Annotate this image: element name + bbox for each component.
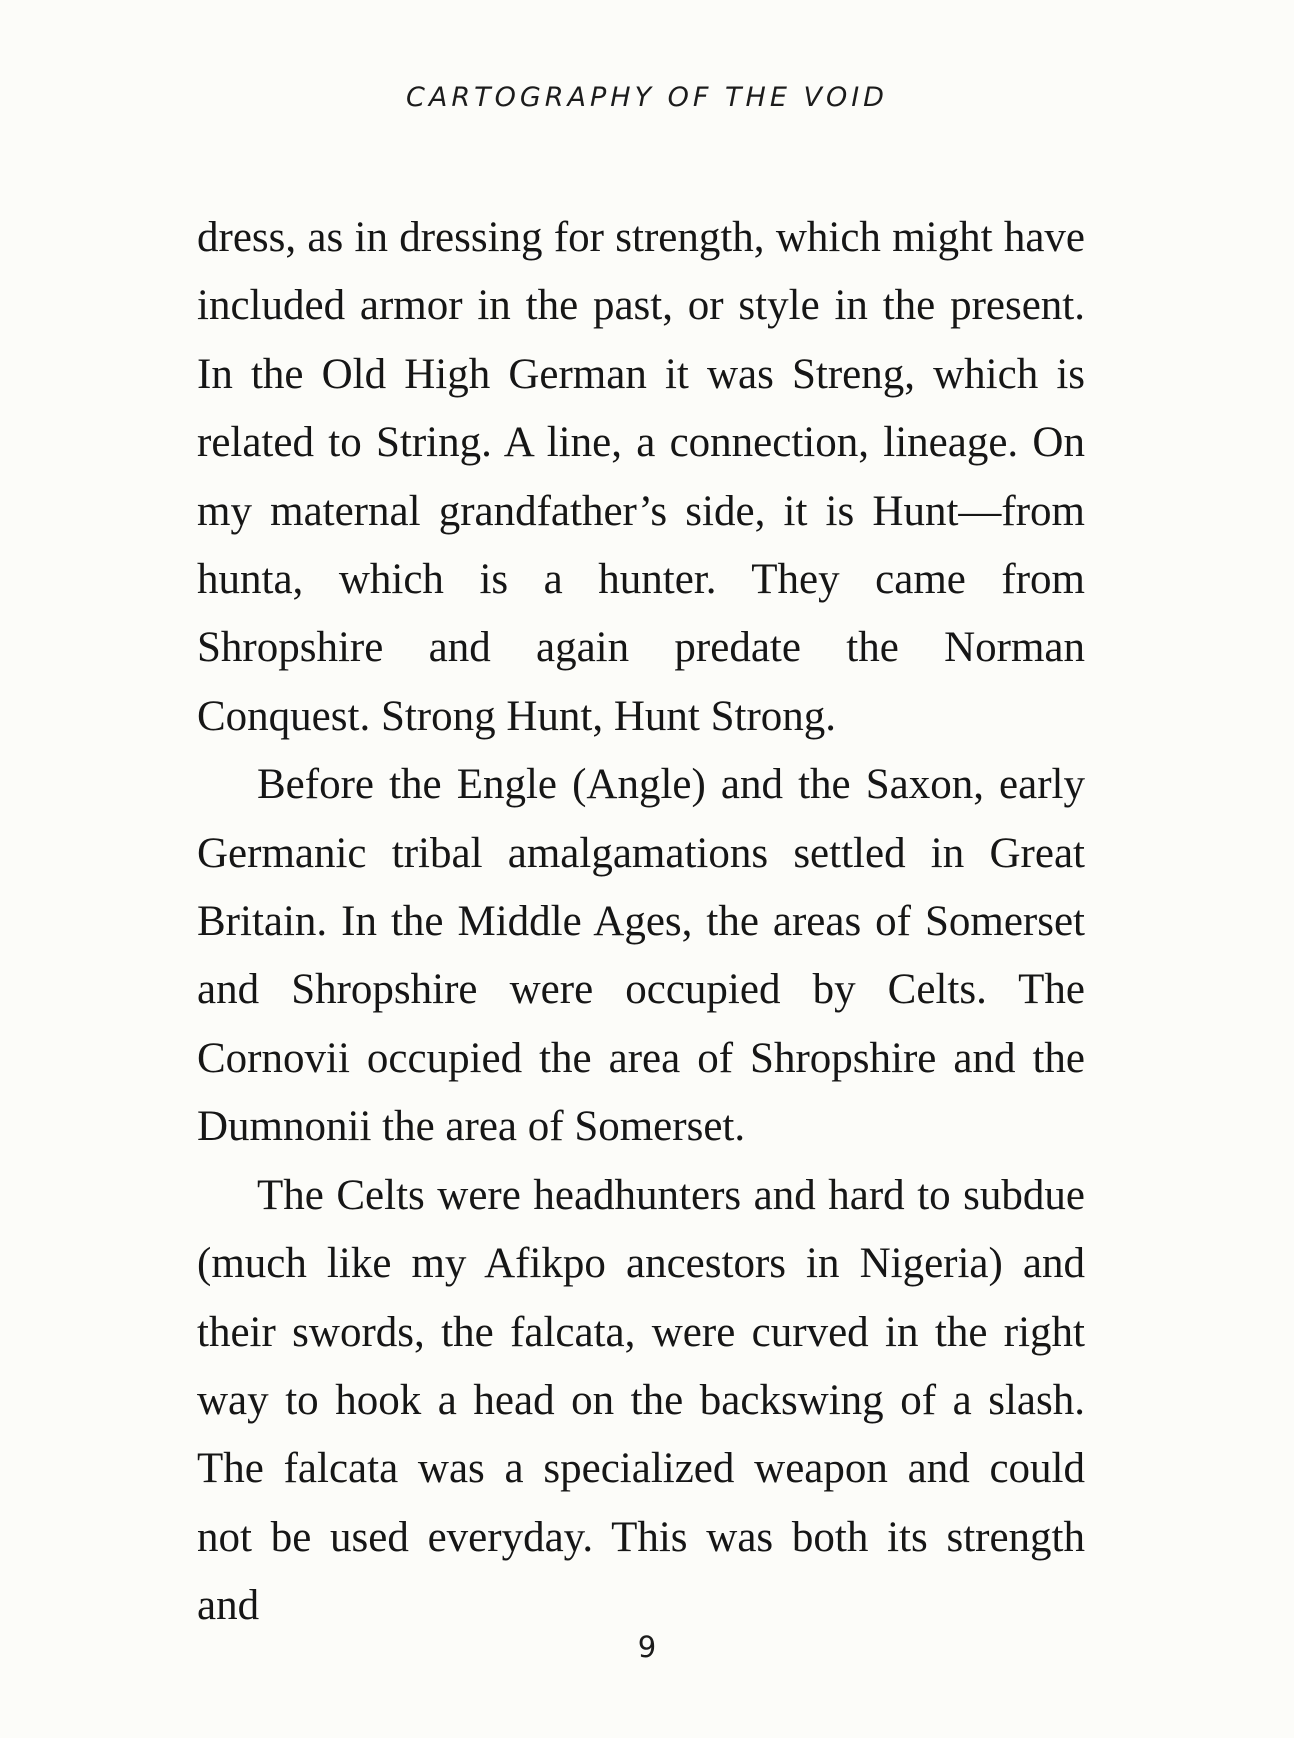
paragraph: The Celts were headhunters and hard to subdue (much like my Afikpo ancestors in Nigeria) and their swords, the falcata, were curved in the right way to hook a head on the backswing of a slash. The falcata was a specialized weapon and could not be used everyday. This was both its strength and — [197, 1171, 1085, 1630]
running-head: CARTOGRAPHY OF THE VOID — [406, 82, 888, 113]
paragraph-continued: dress, as in dressing for strength, which might have included armor in the past, or style in the present. In the Old High German it was Streng, which is related to String. A line, a connection, lineage. On my maternal grandfather’s side, it is Hunt—from hunta, which is a hunter. They came from Shropshire and again predate the Norman Conquest. Strong Hunt, Hunt Strong. — [197, 214, 1085, 740]
body-text — [197, 204, 1085, 1641]
page-number: 9 — [637, 1630, 657, 1664]
paragraph: Before the Engle (Angle) and the Saxon, early Germanic tribal amalgamations settled in Great Britain. In the Middle Ages, the areas of Somerset and Shropshire were occupied by Celts. The Cornovii occupied the area of Shropshire and the Dumnonii the area of Somerset. — [197, 761, 1085, 1151]
